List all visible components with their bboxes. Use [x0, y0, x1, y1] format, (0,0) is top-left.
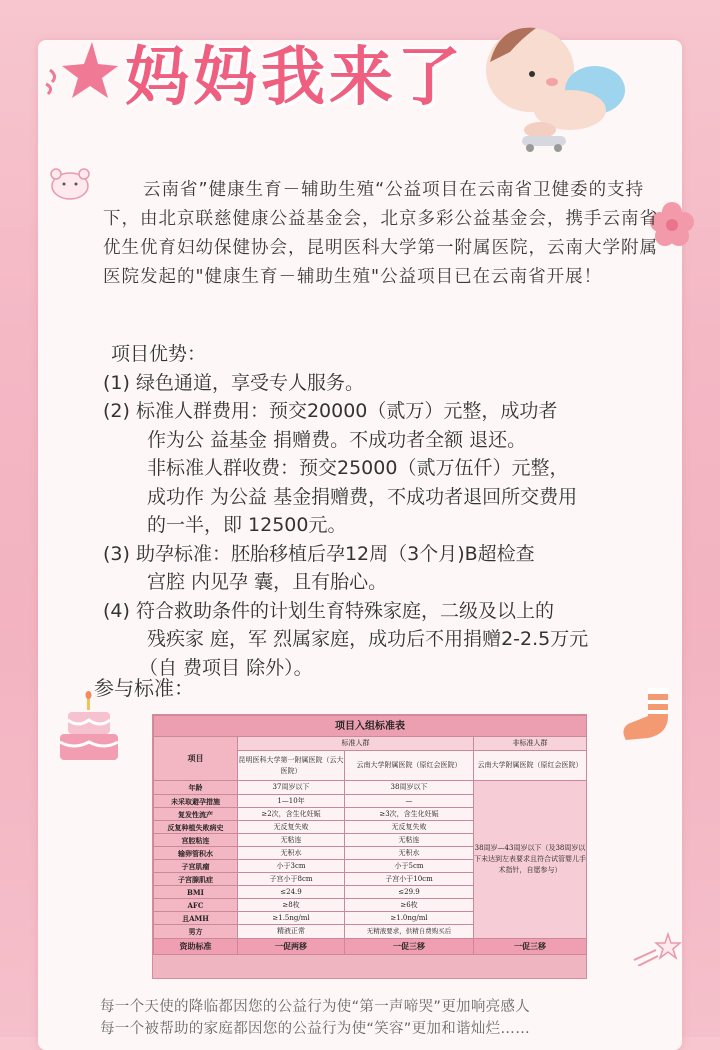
row-label: 且AMH [154, 912, 238, 925]
closing-line-1: 每一个天使的降临都因您的公益行为使“第一声啼哭”更加响亮感人 [100, 999, 531, 1015]
advantage-item-2-line: 成功作 为公益 基金捐赠费，不成功者退回所交费用 [147, 485, 578, 508]
table-cell: 38周岁以下 [345, 781, 474, 795]
table-cell: 子宫小于10cm [345, 873, 474, 886]
table-cell: ≥2次，含生化妊娠 [238, 808, 345, 821]
row-label: 宫腔粘连 [154, 834, 238, 847]
advantage-item-3: (3) 助孕标准：胚胎移植后孕12周（3个月)B超检查 [103, 542, 535, 565]
advantage-item-4-line: （自 费项目 除外）。 [139, 656, 313, 679]
advantage-item-2-line: 作为公 益基金 捐赠费。不成功者全额 退还。 [147, 428, 527, 451]
advantage-item-1: (1) 绿色通道，享受专人服务。 [103, 371, 364, 394]
cake-icon [54, 690, 124, 770]
baby-icon [470, 10, 630, 155]
table-cell: ≤24.9 [238, 886, 345, 899]
table-cell: 子宫小于8cm [238, 873, 345, 886]
advantage-item-4: (4) 符合救助条件的计划生育特殊家庭，二级及以上的 [103, 599, 554, 622]
table-cell: 无反复失败 [238, 821, 345, 834]
shooting-star-icon [632, 930, 682, 966]
col-header-hospital-2: 云南大学附属医院（原红会医院） [345, 751, 474, 781]
row-label: BMI [154, 886, 238, 899]
col-header-hospital-3: 云南大学附属医院（原红会医院） [474, 751, 587, 781]
sock-icon [618, 684, 682, 746]
col-header-item: 项目 [154, 737, 238, 781]
table-row [154, 781, 587, 795]
table-cell: ≤29.9 [345, 886, 474, 899]
advantage-item-2-line: 的一半，即 12500元。 [147, 514, 347, 536]
table-cell: ≥8枚 [238, 899, 345, 912]
table-cell: 无粘连 [345, 834, 474, 847]
row-label: 输卵管积水 [154, 847, 238, 860]
table-cell: 小于5cm [345, 860, 474, 873]
table-cell: 无积水 [238, 847, 345, 860]
funding-standard-1: 一促两移 [238, 939, 345, 955]
table-cell: — [345, 795, 474, 808]
row-label: 子宫腺肌症 [154, 873, 238, 886]
table-cell: 无精液要求，供精自费购买后 [345, 925, 474, 939]
advantage-item-4-line: 残疾家 庭，军 烈属家庭，成功后不用捐赠2-2.5万元 [147, 628, 589, 650]
table-cell: 小于3cm [238, 860, 345, 873]
col-header-hospital-1: 昆明医科大学第一附属医院（云大医院） [238, 751, 345, 781]
row-label: 反复种植失败病史 [154, 821, 238, 834]
table-cell: 37周岁以下 [238, 781, 345, 795]
closing-line-2: 每一个被帮助的家庭都因您的公益行为使“笑容”更加和谐灿烂…… [100, 1021, 531, 1037]
row-label: 子宫肌瘤 [154, 860, 238, 873]
bear-icon [46, 166, 94, 202]
funding-label: 资助标准 [154, 939, 238, 955]
row-label: 年龄 [154, 781, 238, 795]
advantage-item-3-line: 宫腔 内见孕 囊，且有胎心。 [147, 571, 388, 593]
row-label: AFC [154, 899, 238, 912]
row-label: 男方 [154, 925, 238, 939]
table-cell: 精液正常 [238, 925, 345, 939]
intro-paragraph: 云南省”健康生育－辅助生殖“公益项目在云南省卫健委的支持下，由北京联慈健康公益基金会，北京多彩公益基金会，携手云南省优生优育妇幼保健协会，昆明医科大学第一附属医院，云南大学附属医院发起的"健康生育－辅助生殖"公益项目已在云南省开展！ [103, 180, 658, 287]
table-cell: ≥3次，含生化妊娠 [345, 808, 474, 821]
star-icon [40, 40, 120, 110]
table-footer-row [154, 939, 587, 955]
group-header-nonstandard: 非标准人群 [474, 737, 587, 751]
table-cell: 无粘连 [238, 834, 345, 847]
criteria-table [152, 714, 587, 979]
table-cell: 无积水 [345, 847, 474, 860]
page-title: 妈妈我来了 [125, 41, 465, 115]
table-caption: 项目入组标准表 [154, 716, 587, 737]
row-label: 复发性流产 [154, 808, 238, 821]
funding-nonstandard: 一促三移 [474, 939, 587, 955]
funding-standard-2: 一促三移 [345, 939, 474, 955]
advantages-heading: 项目优势： [111, 343, 207, 365]
table-cell: ≥6枚 [345, 899, 474, 912]
nonstandard-criteria: 38周岁—43周岁以下（及38周岁以下未达到左表要求且符合试管婴儿手术指针，自愿参与） [474, 781, 587, 939]
table-cell: ≥1.0ng/ml [345, 912, 474, 925]
advantage-item-2-line: 非标准人群收费：预交25000（贰万伍仟）元整， [147, 457, 569, 479]
table-cell: ≥1.5ng/ml [238, 912, 345, 925]
advantage-item-2: (2) 标准人群费用：预交20000（贰万）元整，成功者 [103, 400, 558, 422]
closing-text [100, 996, 680, 1040]
table-cell: 无反复失败 [345, 821, 474, 834]
participate-heading: 参与标准： [94, 676, 194, 700]
group-header-standard: 标准人群 [238, 737, 474, 751]
row-label: 未采取避孕措施 [154, 795, 238, 808]
table-cell: 1—10年 [238, 795, 345, 808]
advantages-section [103, 340, 683, 682]
